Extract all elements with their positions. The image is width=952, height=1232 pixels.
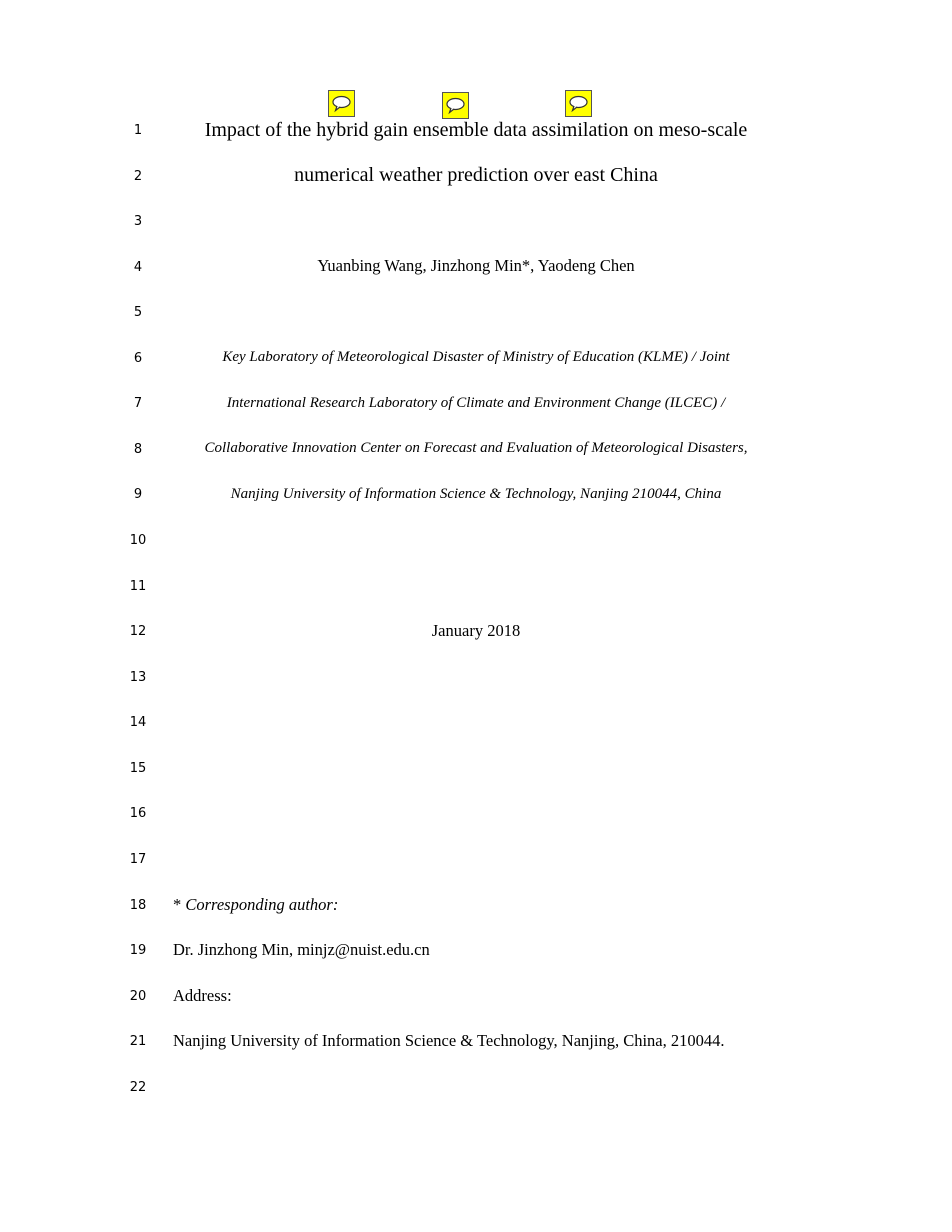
publication-date: January 2018 [431,621,521,640]
line-number: 7 [133,396,143,411]
comment-icon [329,91,354,116]
comment-icon [566,91,591,116]
paper-title-line-1: Impact of the hybrid gain ensemble data assimilation on meso-scale [204,119,748,141]
comment-marker-1[interactable] [328,90,355,117]
line-number: 3 [133,214,143,229]
asterisk: * [173,895,186,914]
corresponding-contact: Dr. Jinzhong Min, minjz@nuist.edu.cn [173,940,430,959]
address-text: Nanjing University of Information Science & Technology, Nanjing, China, 210044. [173,1031,725,1050]
line-number: 10 [129,533,147,548]
address-label: Address: [173,986,232,1005]
paper-title-line-2: numerical weather prediction over east China [294,164,658,186]
affiliation-line-4: Nanjing University of Information Science & Technology, Nanjing 210044, China [230,486,722,502]
affiliation-line-2: International Research Laboratory of Climate and Environment Change (ILCEC) / [226,395,726,411]
line-number: 14 [129,715,147,730]
line-number: 1 [133,123,143,138]
comment-marker-2[interactable] [442,92,469,119]
corresponding-label: Corresponding author: [185,895,339,914]
line-number: 16 [129,806,147,821]
line-number: 4 [133,260,143,275]
line-number: 15 [129,761,147,776]
line-number: 20 [129,989,147,1004]
line-number: 2 [133,169,143,184]
line-number: 11 [129,579,147,594]
corresponding-author-heading [173,895,338,915]
line-number: 22 [129,1080,147,1095]
line-number: 12 [129,624,147,639]
comment-marker-3[interactable] [565,90,592,117]
author-list: Yuanbing Wang, Jinzhong Min*, Yaodeng Chen [317,256,635,275]
line-number: 6 [133,351,143,366]
line-number: 8 [133,442,143,457]
line-number: 21 [129,1034,147,1049]
affiliation-line-3: Collaborative Innovation Center on Forecast and Evaluation of Meteorological Disasters, [204,440,748,456]
line-number: 13 [129,670,147,685]
affiliation-line-1: Key Laboratory of Meteorological Disaster of Ministry of Education (KLME) / Joint [222,349,730,365]
comment-icon [443,93,468,118]
line-number: 17 [129,852,147,867]
line-number: 5 [133,305,143,320]
line-number: 19 [129,943,147,958]
line-number: 9 [133,487,143,502]
line-number: 18 [129,898,147,913]
